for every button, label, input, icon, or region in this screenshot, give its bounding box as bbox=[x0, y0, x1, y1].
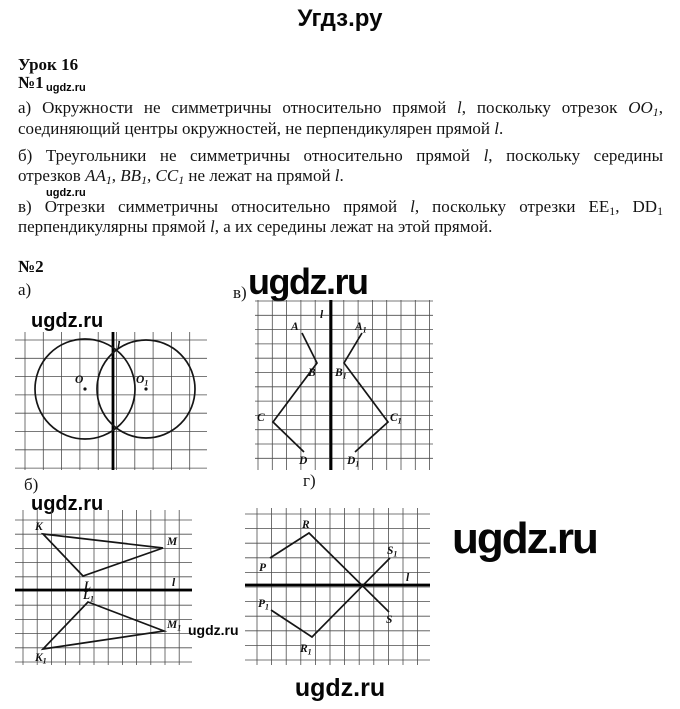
point-label: $L_1$ bbox=[83, 590, 95, 604]
answer-1v-line1: в) Отрезки симметричны относительно прямой l, поскольку отрезки $EE_1$, $DD_1$ bbox=[18, 197, 664, 218]
answer-1v-line2: перпендикулярны прямой l, а их середины лежат на этой прямой. bbox=[18, 217, 493, 236]
watermark-top-small: ugdz.ru bbox=[46, 82, 86, 94]
point-label: $S_1$ bbox=[387, 545, 398, 559]
center-dot bbox=[83, 387, 86, 390]
figure-g-polylines bbox=[245, 508, 430, 665]
point-label: R bbox=[302, 519, 310, 531]
point-label: $O_1$ bbox=[136, 374, 149, 388]
watermark-small-right: ugdz.ru bbox=[188, 622, 239, 638]
watermark-over-figure-b: ugdz.ru bbox=[31, 493, 104, 515]
answer-1a-line2: соединяющий центры окружностей, не перпендикулярен прямой l. bbox=[18, 119, 504, 138]
problem-1-number: №1 bbox=[18, 73, 44, 92]
figure-b-canvas bbox=[15, 510, 192, 665]
site-header: Угдз.ру bbox=[297, 5, 383, 32]
answer-1b-line1: б) Треугольники не симметричны относительно прямой l, поскольку середины bbox=[18, 146, 663, 165]
point-label: $C_1$ bbox=[390, 412, 402, 426]
figure-a-label: а) bbox=[18, 280, 32, 299]
figure-shape bbox=[344, 333, 388, 452]
figure-shape bbox=[43, 602, 164, 649]
lesson-title: Урок 16 bbox=[18, 55, 79, 74]
figure-g-label: г) bbox=[303, 471, 316, 490]
point-label: B bbox=[308, 367, 316, 379]
watermark-over-figure-a: ugdz.ru bbox=[31, 310, 104, 332]
point-label: l bbox=[172, 577, 176, 589]
point-label: S bbox=[386, 614, 393, 626]
figure-b-triangles bbox=[15, 510, 192, 665]
point-label: O bbox=[75, 374, 84, 386]
figure-g-canvas bbox=[245, 508, 430, 665]
answer-1a-line1: а) Окружности не симметричны относительно прямой l, поскольку отрезок $OO_1$, bbox=[18, 98, 663, 119]
watermark-big-right: ugdz.ru bbox=[452, 514, 597, 563]
figure-v-label: в) bbox=[233, 283, 247, 302]
point-label: l bbox=[320, 309, 324, 321]
point-label: A bbox=[291, 321, 299, 333]
watermark-footer: ugdz.ru bbox=[294, 674, 386, 702]
point-label: $A_1$ bbox=[355, 321, 367, 335]
point-label: $P_1$ bbox=[258, 598, 270, 612]
watermark-big-center: ugdz.ru bbox=[248, 261, 368, 302]
point-label: P bbox=[259, 562, 267, 574]
point-label: $D_1$ bbox=[347, 455, 360, 469]
point-label: K bbox=[35, 521, 43, 533]
watermark-mid-small: ugdz.ru bbox=[46, 187, 86, 199]
figure-shape bbox=[43, 534, 163, 576]
figure-v-polylines bbox=[255, 300, 433, 470]
point-label: $B_1$ bbox=[335, 367, 347, 381]
point-label: C bbox=[257, 412, 265, 424]
point-label: l bbox=[117, 340, 121, 352]
problem-2-number: №2 bbox=[18, 257, 44, 276]
figure-b-label: б) bbox=[24, 475, 39, 494]
figure-shape bbox=[273, 333, 317, 452]
figure-a-circles bbox=[15, 332, 207, 470]
point-label: $K_1$ bbox=[35, 652, 47, 665]
point-label: $R_1$ bbox=[300, 643, 312, 657]
point-label: M bbox=[167, 536, 178, 548]
center-dot bbox=[144, 387, 147, 390]
point-label: D bbox=[299, 455, 308, 467]
point-label: $M_1$ bbox=[167, 619, 182, 633]
figure-shape bbox=[271, 558, 393, 637]
answer-1b-line2: отрезков $AA_1$, $BB_1$, $CC_1$ не лежат на прямой l. bbox=[18, 166, 344, 187]
point-label: L bbox=[84, 580, 92, 592]
figure-a-canvas bbox=[15, 332, 207, 470]
figure-v-canvas bbox=[255, 300, 433, 470]
point-label: l bbox=[406, 572, 410, 584]
